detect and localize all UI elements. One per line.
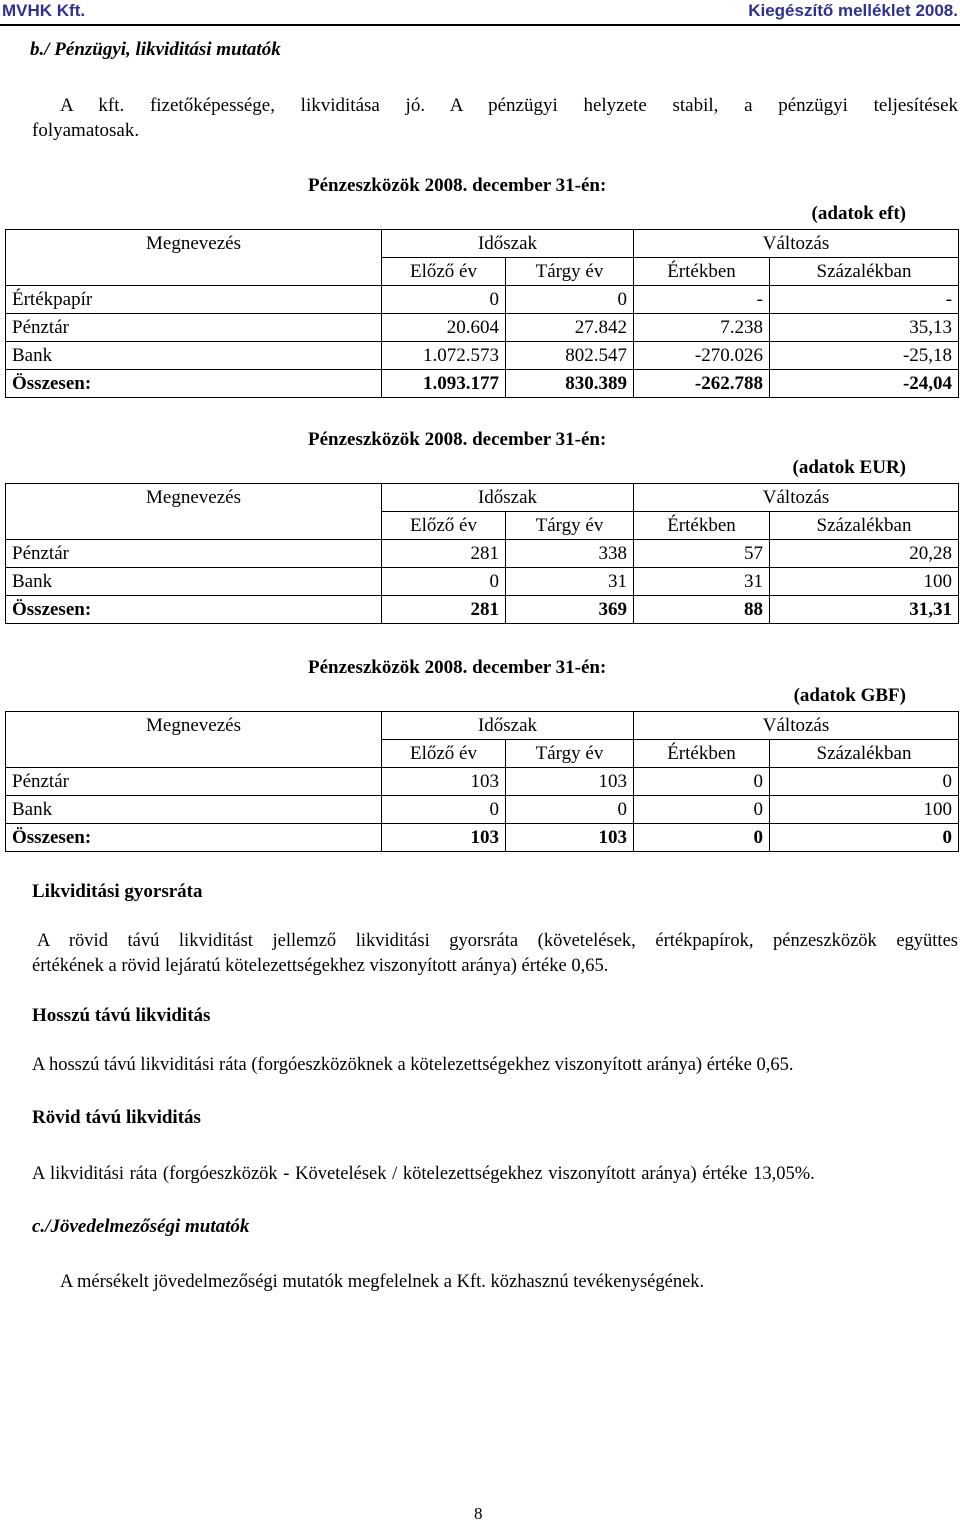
row-curr: 338 (506, 540, 634, 568)
page-header (0, 0, 960, 26)
total-prev: 1.093.177 (382, 370, 506, 398)
total-value: 0 (634, 824, 770, 852)
row-value: - (634, 286, 770, 314)
row-prev: 1.072.573 (382, 342, 506, 370)
row-value: 7.238 (634, 314, 770, 342)
row-pct: 20,28 (770, 540, 959, 568)
row-curr: 0 (506, 286, 634, 314)
table-1-unit: (adatok eft) (811, 203, 906, 224)
intro-line-1: A kft. fizetőképessége, likviditása jó. A pénzügyi helyzete stabil, a pénzügyi teljesítések (60, 95, 958, 116)
col-curr-header: Tárgy év (506, 512, 634, 540)
col-name-header: Megnevezés (6, 230, 382, 286)
row-value: 0 (634, 796, 770, 824)
row-curr: 0 (506, 796, 634, 824)
col-change-header: Változás (634, 230, 959, 258)
company-name: MVHK Kft. (2, 1, 86, 20)
total-prev: 281 (382, 596, 506, 624)
col-value-header: Értékben (634, 740, 770, 768)
table-row (6, 568, 959, 596)
row-value: 31 (634, 568, 770, 596)
section-c-text: A mérsékelt jövedelmezőségi mutatók megfelelnek a Kft. közhasznú tevékenységének. (60, 1272, 705, 1292)
total-name: Összesen: (6, 370, 382, 398)
total-curr: 103 (506, 824, 634, 852)
row-prev: 0 (382, 286, 506, 314)
short-term-text: A likviditási ráta (forgóeszközök - Követelések / kötelezettségekhez viszonyított aránya) értéke 13,05%. (32, 1164, 815, 1184)
cash-table-huf (5, 229, 959, 398)
row-prev: 0 (382, 568, 506, 596)
col-pct-header: Százalékban (770, 258, 959, 286)
table-header-row (6, 484, 959, 512)
total-pct: -24,04 (770, 370, 959, 398)
col-prev-header: Előző év (382, 740, 506, 768)
row-name: Bank (6, 568, 382, 596)
total-prev: 103 (382, 824, 506, 852)
cash-table-eur (5, 483, 959, 624)
row-prev: 0 (382, 796, 506, 824)
col-name-header: Megnevezés (6, 712, 382, 768)
section-b-title: b./ Pénzügyi, likviditási mutatók (30, 39, 281, 60)
table-row (6, 540, 959, 568)
table-header-row (6, 230, 959, 258)
col-change-header: Változás (634, 712, 959, 740)
row-pct: 0 (770, 768, 959, 796)
row-pct: 100 (770, 796, 959, 824)
total-value: 88 (634, 596, 770, 624)
total-row (6, 824, 959, 852)
total-pct: 31,31 (770, 596, 959, 624)
document-title: Kiegészítő melléklet 2008. (748, 1, 958, 20)
row-prev: 281 (382, 540, 506, 568)
row-name: Pénztár (6, 768, 382, 796)
col-pct-header: Százalékban (770, 512, 959, 540)
row-value: 57 (634, 540, 770, 568)
row-value: -270.026 (634, 342, 770, 370)
col-prev-header: Előző év (382, 258, 506, 286)
total-name: Összesen: (6, 824, 382, 852)
table-2-unit: (adatok EUR) (792, 457, 906, 478)
cash-table-gbp (5, 711, 959, 852)
table-header-row (6, 712, 959, 740)
row-curr: 27.842 (506, 314, 634, 342)
row-curr: 31 (506, 568, 634, 596)
col-name-header: Megnevezés (6, 484, 382, 540)
col-pct-header: Százalékban (770, 740, 959, 768)
table-1-caption: Pénzeszközök 2008. december 31-én: (308, 175, 607, 196)
intro-line-2: folyamatosak. (32, 120, 140, 141)
row-name: Pénztár (6, 314, 382, 342)
quick-ratio-title: Likviditási gyorsráta (32, 881, 203, 902)
table-row (6, 768, 959, 796)
row-prev: 20.604 (382, 314, 506, 342)
row-pct: 100 (770, 568, 959, 596)
col-curr-header: Tárgy év (506, 740, 634, 768)
row-pct: - (770, 286, 959, 314)
quick-ratio-line-2: értékének a rövid lejáratú kötelezettségekhez viszonyított aránya) értéke 0,65. (32, 956, 609, 976)
table-row (6, 286, 959, 314)
row-pct: 35,13 (770, 314, 959, 342)
short-term-title: Rövid távú likviditás (32, 1107, 201, 1128)
page-number: 8 (474, 1504, 483, 1523)
long-term-title: Hosszú távú likviditás (32, 1005, 211, 1026)
row-name: Bank (6, 342, 382, 370)
col-period-header: Időszak (382, 484, 634, 512)
total-row (6, 370, 959, 398)
table-row (6, 314, 959, 342)
total-curr: 369 (506, 596, 634, 624)
total-name: Összesen: (6, 596, 382, 624)
col-period-header: Időszak (382, 712, 634, 740)
col-period-header: Időszak (382, 230, 634, 258)
total-curr: 830.389 (506, 370, 634, 398)
table-row (6, 796, 959, 824)
row-pct: -25,18 (770, 342, 959, 370)
row-name: Bank (6, 796, 382, 824)
col-value-header: Értékben (634, 258, 770, 286)
row-curr: 103 (506, 768, 634, 796)
row-name: Értékpapír (6, 286, 382, 314)
total-row (6, 596, 959, 624)
quick-ratio-line-1: A rövid távú likviditást jellemző likviditási gyorsráta (követelések, értékpapírok, pénzeszközök együttes (37, 931, 958, 951)
row-curr: 802.547 (506, 342, 634, 370)
section-c-title: c./Jövedelmezőségi mutatók (32, 1216, 250, 1237)
long-term-text: A hosszú távú likviditási ráta (forgóeszközöknek a kötelezettségekhez viszonyított aránya) értéke 0,65. (32, 1055, 794, 1075)
total-value: -262.788 (634, 370, 770, 398)
table-row (6, 342, 959, 370)
table-2-caption: Pénzeszközök 2008. december 31-én: (308, 429, 607, 450)
col-change-header: Változás (634, 484, 959, 512)
row-prev: 103 (382, 768, 506, 796)
total-pct: 0 (770, 824, 959, 852)
row-name: Pénztár (6, 540, 382, 568)
col-value-header: Értékben (634, 512, 770, 540)
col-prev-header: Előző év (382, 512, 506, 540)
table-3-unit: (adatok GBF) (793, 685, 906, 706)
col-curr-header: Tárgy év (506, 258, 634, 286)
table-3-caption: Pénzeszközök 2008. december 31-én: (308, 657, 607, 678)
row-value: 0 (634, 768, 770, 796)
